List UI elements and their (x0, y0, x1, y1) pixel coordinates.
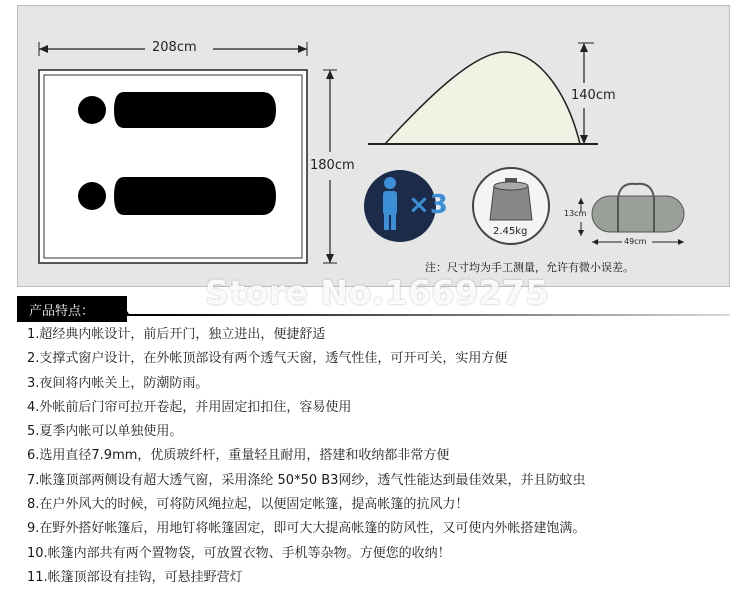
features-header-bar (17, 296, 730, 322)
feature-item: 1.超经典内帐设计，前后开门，独立进出，便捷舒适 (27, 327, 326, 342)
tent-diagram (0, 0, 745, 300)
weight-label: 2.45kg (493, 226, 528, 237)
feature-item: 8.在户外风大的时候，可将防风绳拉起，以便固定帐篷，提高帐篷的抗风力！ (27, 497, 469, 513)
feature-item: 7.帐篷顶部两侧设有超大透气窗，采用涤纶 50*50 B3网纱，透气性能达到最佳效果，并且防蚊虫 (27, 472, 586, 488)
feature-item: 9.在野外搭好帐篷后，用地钉将帐篷固定，即可大大提高帐篷的防风性，又可使内外帐搭建饱满。 (27, 521, 586, 537)
feature-item: 11.帐篷顶部设有挂钩，可悬挂野营灯 (27, 569, 243, 585)
tent-profile (368, 52, 598, 144)
store-watermark: Store No.1669275 (205, 273, 549, 312)
feature-item: 2.支撑式窗户设计，在外帐顶部设有两个透气天窗，透气性佳，可开可关，实用方便 (27, 351, 508, 367)
width-label: 180cm (310, 158, 355, 173)
feature-item: 6.选用直径7.9mm，优质玻纤杆，重量轻且耐用，搭建和收纳都非常方便 (27, 448, 450, 464)
features-title: 产品特点： (29, 304, 95, 319)
capacity-label: ×3 (408, 190, 448, 220)
features-header (17, 296, 730, 322)
feature-item: 4.外帐前后门帘可拉开卷起，并用固定扣扣住，容易使用 (27, 399, 352, 415)
height-label: 140cm (571, 88, 616, 103)
feature-list (27, 327, 585, 594)
carry-bag-icon (592, 184, 684, 232)
bag-height-label: 13cm (564, 209, 587, 218)
bag-length-label: 49cm (624, 237, 647, 246)
feature-item: 5.夏季内帐可以单独使用。 (27, 424, 183, 440)
feature-item: 10.帐篷内部共有两个置物袋，可放置衣物、手机等杂物。方便您的收纳！ (27, 545, 451, 561)
measurement-note: 注：尺寸均为手工测量，允许有微小误差。 (425, 261, 634, 274)
feature-item: 3.夜间将内帐关上，防潮防雨。 (27, 375, 209, 391)
length-label: 208cm (152, 40, 197, 55)
